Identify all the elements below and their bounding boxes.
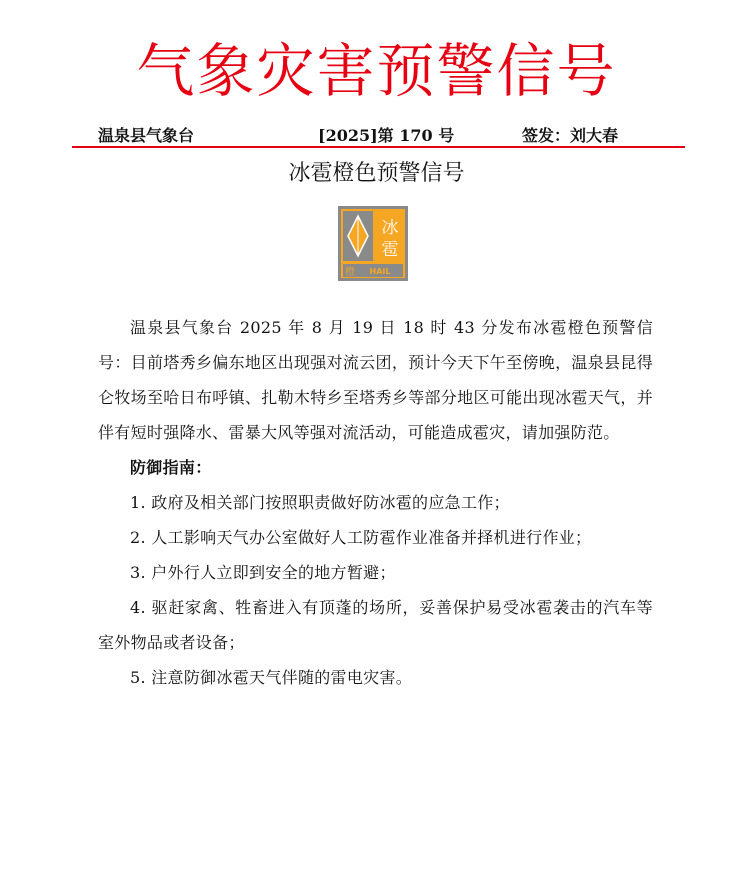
document-title: 冰雹橙色预警信号 [288, 161, 465, 186]
guide-list [98, 485, 653, 695]
issuer: 温泉县气象台 [98, 126, 195, 145]
signal-char-bottom: 橙 [345, 267, 355, 278]
guide-item: 4. 驱赶家禽、牲畜进入有顶蓬的场所，妥善保护易受冰雹袭击的汽车等室外物品或者设备； [98, 598, 653, 652]
masthead-title: 气象灾害预警信号 [136, 37, 617, 105]
signal-char-mid: 雹 [381, 240, 399, 260]
signal-label-en: HAIL [369, 267, 391, 276]
red-rule-divider [72, 146, 685, 148]
guide-title: 防御指南： [130, 458, 212, 477]
guide-item: 1. 政府及相关部门按照职责做好防冰雹的应急工作； [130, 493, 510, 512]
document-body [98, 310, 653, 695]
hail-orange-warning-icon [338, 206, 408, 281]
issue-line [72, 124, 685, 148]
guide-item: 3. 户外行人立即到安全的地方暂避； [130, 563, 396, 582]
signal-char-top: 冰 [381, 218, 399, 238]
document-number: [2025]第 170 号 [318, 126, 455, 145]
warning-paragraph: 温泉县气象台 2025 年 8 月 19 日 18 时 43 分发布冰雹橙色预警信号：目前塔秀乡偏东地区出现强对流云团，预计今天下午至傍晚，温泉县昆得仑牧场至哈日布呼镇、扎勒木特乡至塔秀乡等部分地区可能出现冰雹天气，并伴有短时强降水、雷暴大风等强对流活动，可能造成雹灾，请加强防范。 [98, 318, 653, 442]
guide-item: 5. 注意防御冰雹天气伴随的雷电灾害。 [130, 668, 413, 687]
guide-item: 2. 人工影响天气办公室做好人工防雹作业准备并择机进行作业； [130, 528, 592, 547]
signer: 签发：刘大春 [522, 126, 619, 145]
